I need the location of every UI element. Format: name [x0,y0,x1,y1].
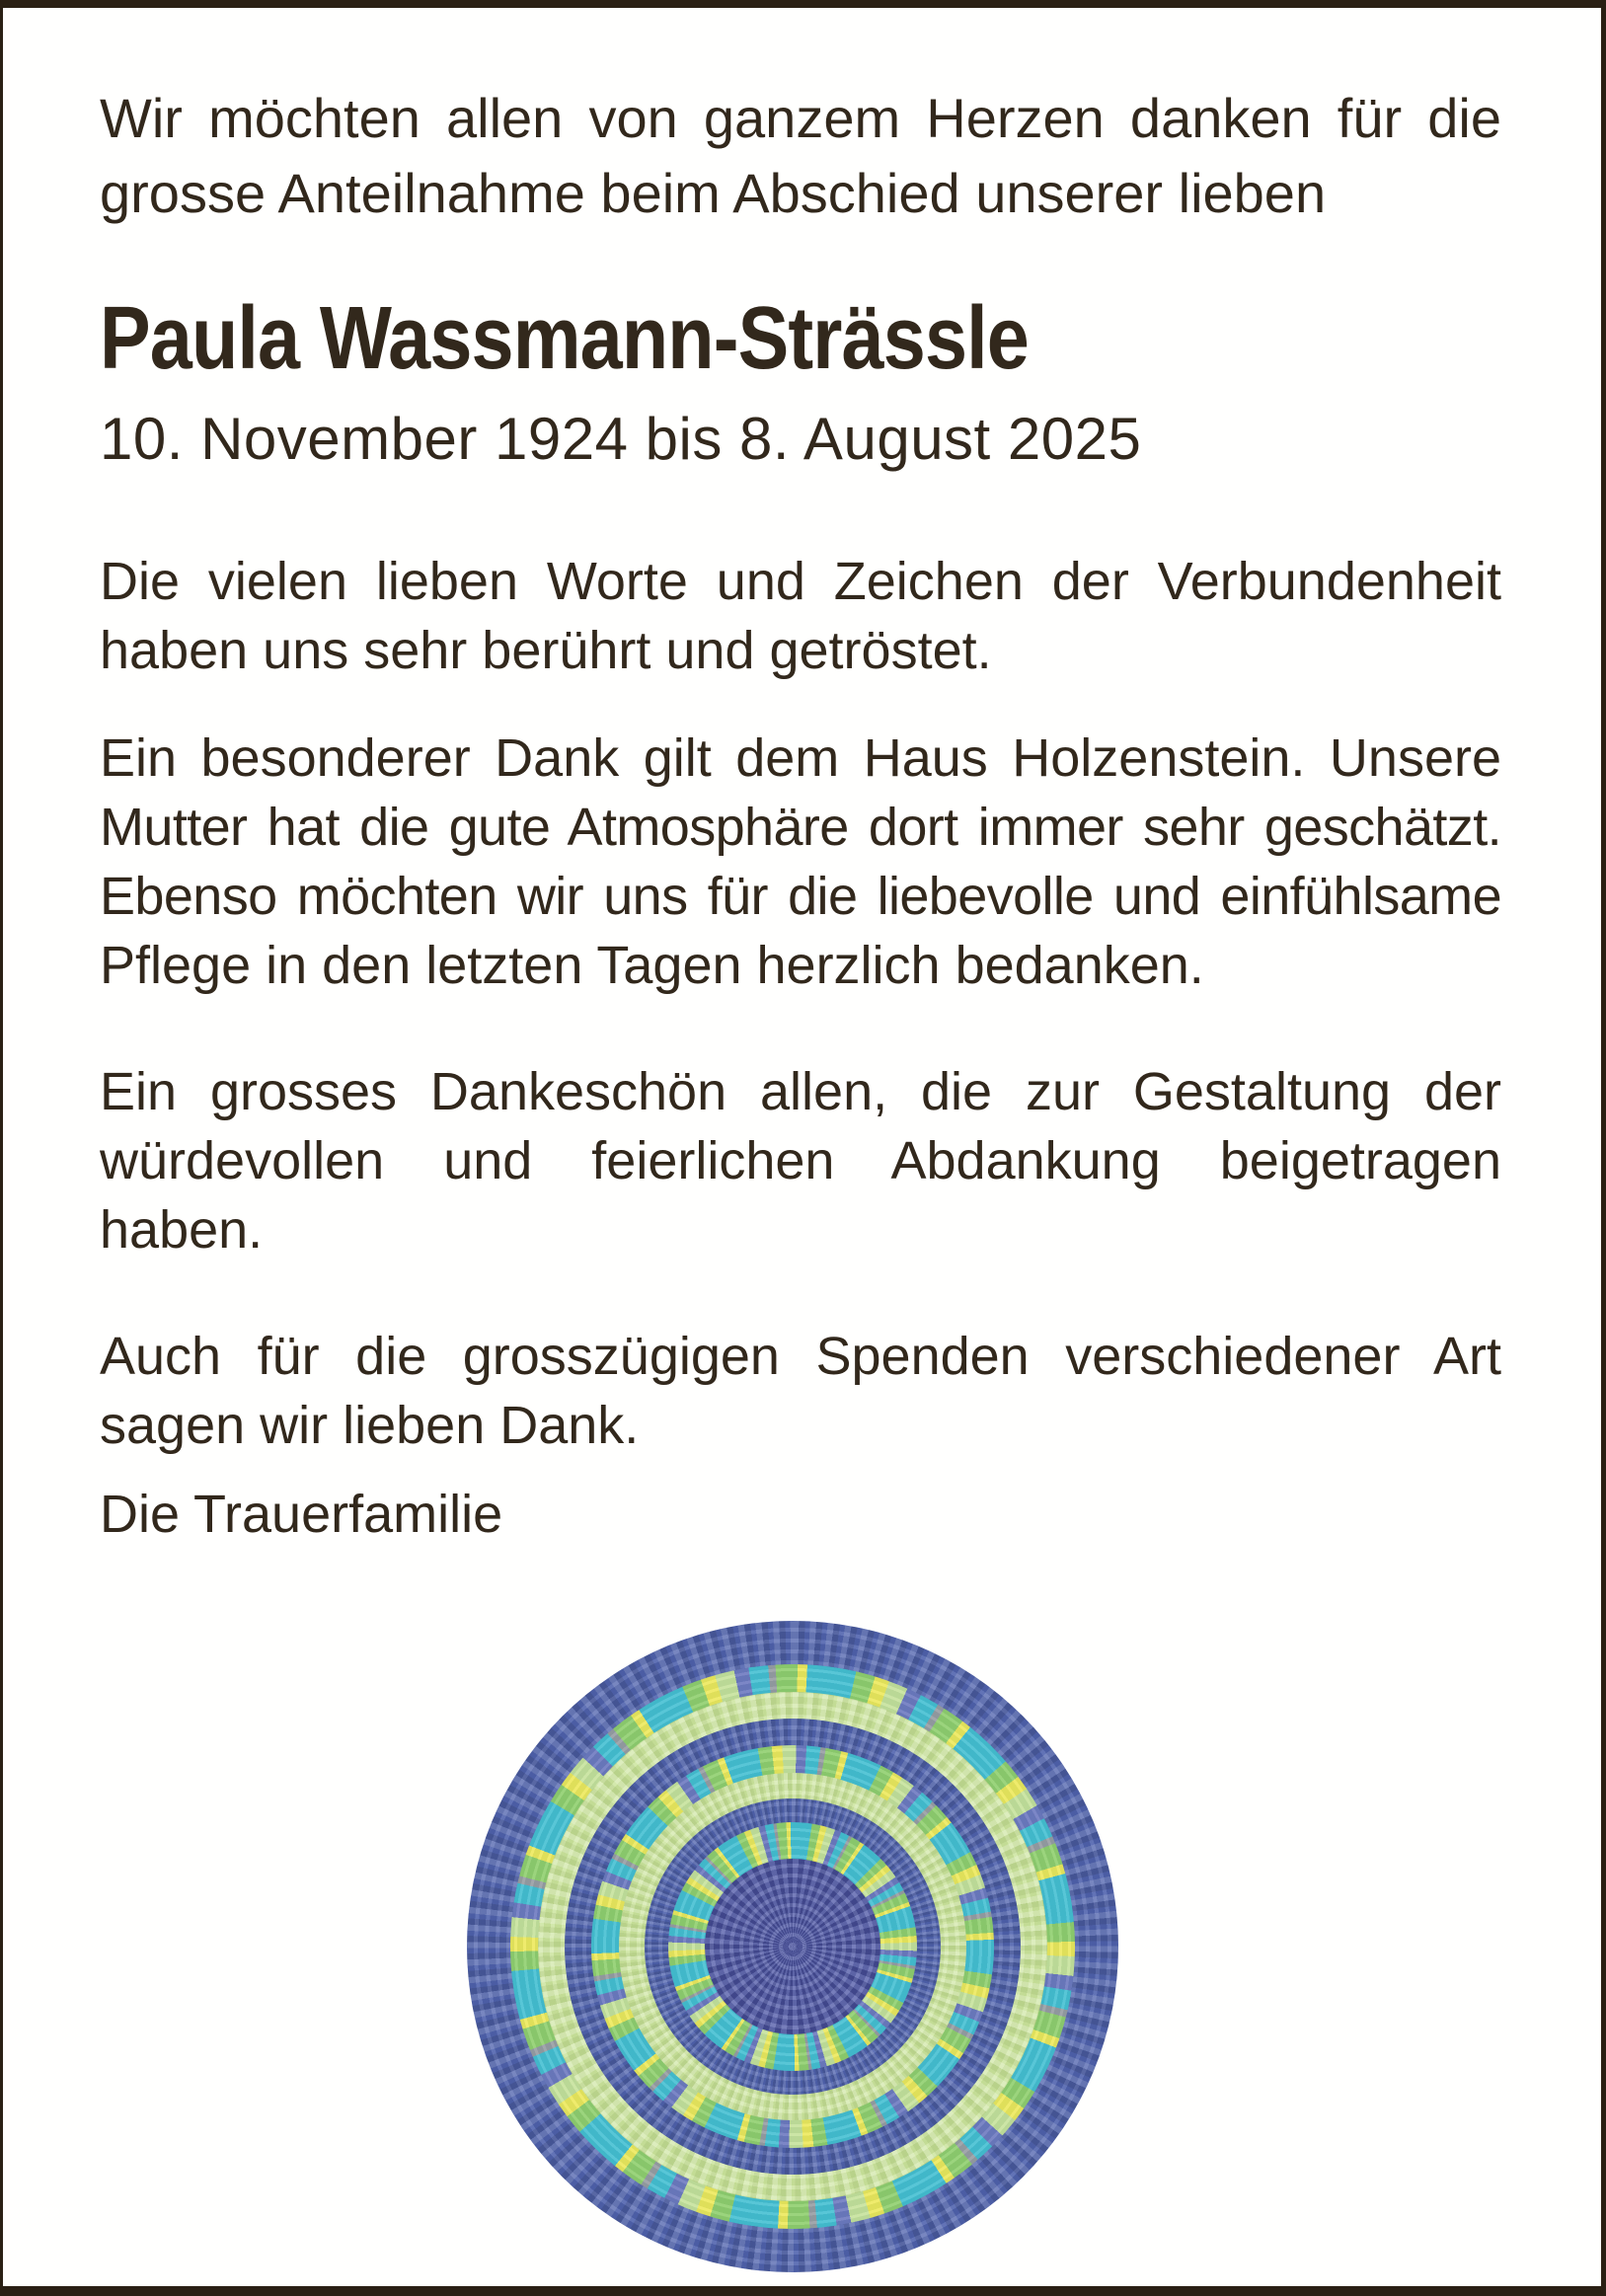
intro-line: grosse Anteilnahme beim Abschied unserer lieben [100,162,1327,224]
crocheted-doily-photo [467,1621,1118,2272]
paragraph-condolence [100,547,1501,685]
paragraph-line: haben. [100,1200,264,1260]
life-dates: 10. November 1924 bis 8. August 2025 [100,406,1142,472]
paragraph-line: haben uns sehr berührt und getröstet. [100,621,992,680]
paragraph-line: Ein grosses Dankeschön allen, die zur Gestaltung der [100,1062,1501,1121]
paragraph-haus-holzenstein [100,724,1501,1000]
paragraph-line: sagen wir lieben Dank. [100,1396,640,1455]
doily-center-disc [705,1859,880,2034]
paragraph-spenden [100,1322,1501,1460]
intro-line: Wir möchten allen von ganzem Herzen danken für die [100,87,1501,149]
paragraph-line: Die vielen lieben Worte und Zeichen der Verbundenheit [100,552,1501,611]
paragraph-line: würdevollen und feierlichen Abdankung beigetragen [100,1131,1501,1190]
deceased-name: Paula Wassmann-Strässle [100,289,1029,388]
paragraph-line: Ebenso möchten wir uns für die liebevolle und einfühlsame [100,867,1501,926]
paragraph-line: Ein besonderer Dank gilt dem Haus Holzenstein. Unsere [100,728,1501,788]
intro-paragraph [100,81,1501,231]
notice-text-column [100,8,1501,2272]
signoff-trauerfamilie: Die Trauerfamilie [100,1485,503,1544]
paragraph-abdankung [100,1057,1501,1264]
paragraph-line: Mutter hat die gute Atmosphäre dort immer sehr geschätzt. [100,798,1501,857]
paragraph-line: Auch für die grosszügigen Spenden verschiedener Art [100,1327,1501,1386]
paragraph-line: Pflege in den letzten Tagen herzlich bedanken. [100,936,1204,995]
